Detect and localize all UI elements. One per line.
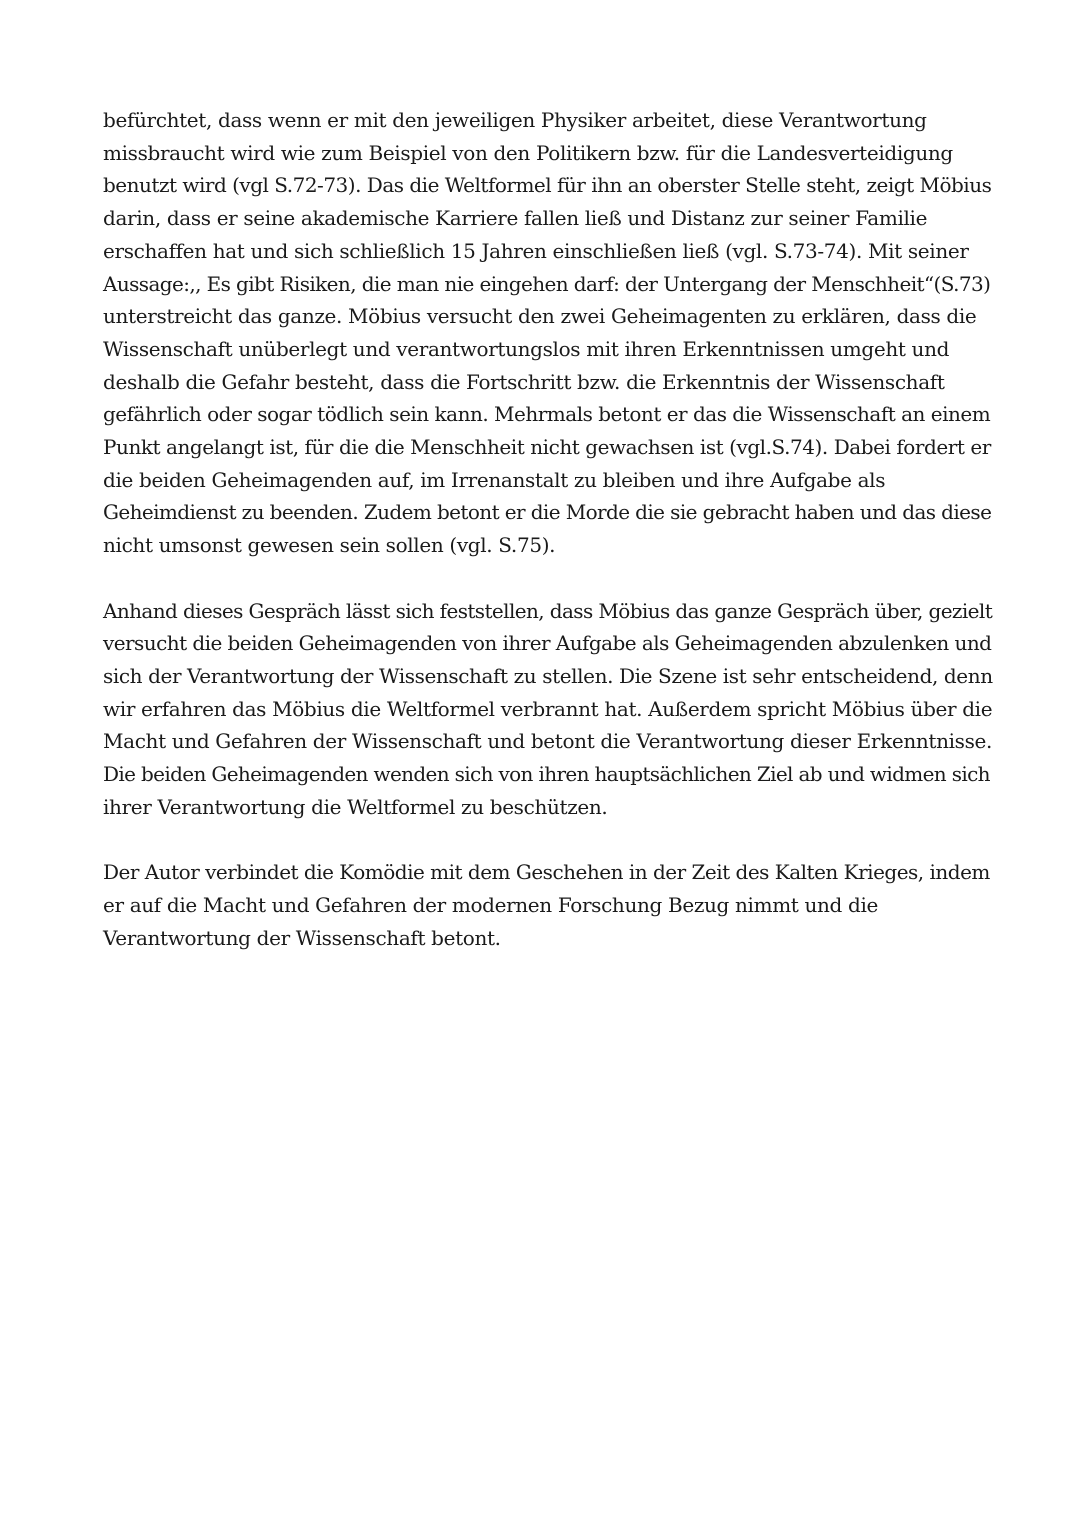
text-line: sich der Verantwortung der Wissenschaft zu stellen. Die Szene ist sehr entscheidend, denn <box>103 663 993 688</box>
text-line: Wissenschaft unüberlegt und verantwortungslos mit ihren Erkenntnissen umgeht und <box>103 336 950 361</box>
text-line: versucht die beiden Geheimagenden von ihrer Aufgabe als Geheimagenden abzulenken und <box>103 631 992 656</box>
text-line: Aussage:,, Es gibt Risiken, die man nie eingehen darf: der Untergang der Menschheit“(S.73) <box>103 271 991 296</box>
text-line: Macht und Gefahren der Wissenschaft und betont die Verantwortung dieser Erkenntnisse. <box>103 729 992 754</box>
paragraph-spacer <box>103 823 993 856</box>
text-line: befürchtet, dass wenn er mit den jeweiligen Physiker arbeitet, diese Verantwortung <box>103 108 927 132</box>
paragraph-1 <box>103 104 993 562</box>
text-line: deshalb die Gefahr besteht, dass die Fortschritt bzw. die Erkenntnis der Wissenschaft <box>103 369 945 394</box>
text-line: nicht umsonst gewesen sein sollen (vgl. S.75). <box>103 533 556 558</box>
text-line: benutzt wird (vgl S.72-73). Das die Weltformel für ihn an oberster Stelle steht, zeigt Möbius <box>103 173 992 198</box>
paragraph-2 <box>103 595 993 824</box>
text-line: er auf die Macht und Gefahren der modernen Forschung Bezug nimmt und die <box>103 892 879 917</box>
text-line: die beiden Geheimagenden auf, im Irrenanstalt zu bleiben und ihre Aufgabe als <box>103 467 886 492</box>
text-line: wir erfahren das Möbius die Weltformel verbrannt hat. Außerdem spricht Möbius über die <box>103 696 993 721</box>
text-line: Geheimdienst zu beenden. Zudem betont er die Morde die sie gebracht haben und das diese <box>103 500 992 525</box>
text-line: unterstreicht das ganze. Möbius versucht den zwei Geheimagenten zu erklären, dass die <box>103 304 977 329</box>
text-line: Die beiden Geheimagenden wenden sich von ihren hauptsächlichen Ziel ab und widmen sich <box>103 762 990 787</box>
text-line: Der Autor verbindet die Komödie mit dem Geschehen in der Zeit des Kalten Krieges, indem <box>103 860 990 885</box>
text-line: Verantwortung der Wissenschaft betont. <box>103 925 501 950</box>
text-line: missbraucht wird wie zum Beispiel von den Politikern bzw. für die Landesverteidigung <box>103 140 953 165</box>
text-line: Anhand dieses Gespräch lässt sich feststellen, dass Möbius das ganze Gespräch über, gezielt <box>103 598 993 623</box>
text-line: Punkt angelangt ist, für die die Menschheit nicht gewachsen ist (vgl.S.74). Dabei fordert er <box>103 435 991 460</box>
paragraph-3 <box>103 856 993 954</box>
text-line: erschaffen hat und sich schließlich 15 Jahren einschließen ließ (vgl. S.73-74). Mit seiner <box>103 238 969 263</box>
paragraph-spacer <box>103 562 993 595</box>
text-line: darin, dass er seine akademische Karriere fallen ließ und Distanz zur seiner Familie <box>103 206 928 231</box>
text-line: gefährlich oder sogar tödlich sein kann. Mehrmals betont er das die Wissenschaft an einem <box>103 402 991 427</box>
essay-text <box>103 104 993 954</box>
text-line: ihrer Verantwortung die Weltformel zu beschützen. <box>103 794 608 819</box>
